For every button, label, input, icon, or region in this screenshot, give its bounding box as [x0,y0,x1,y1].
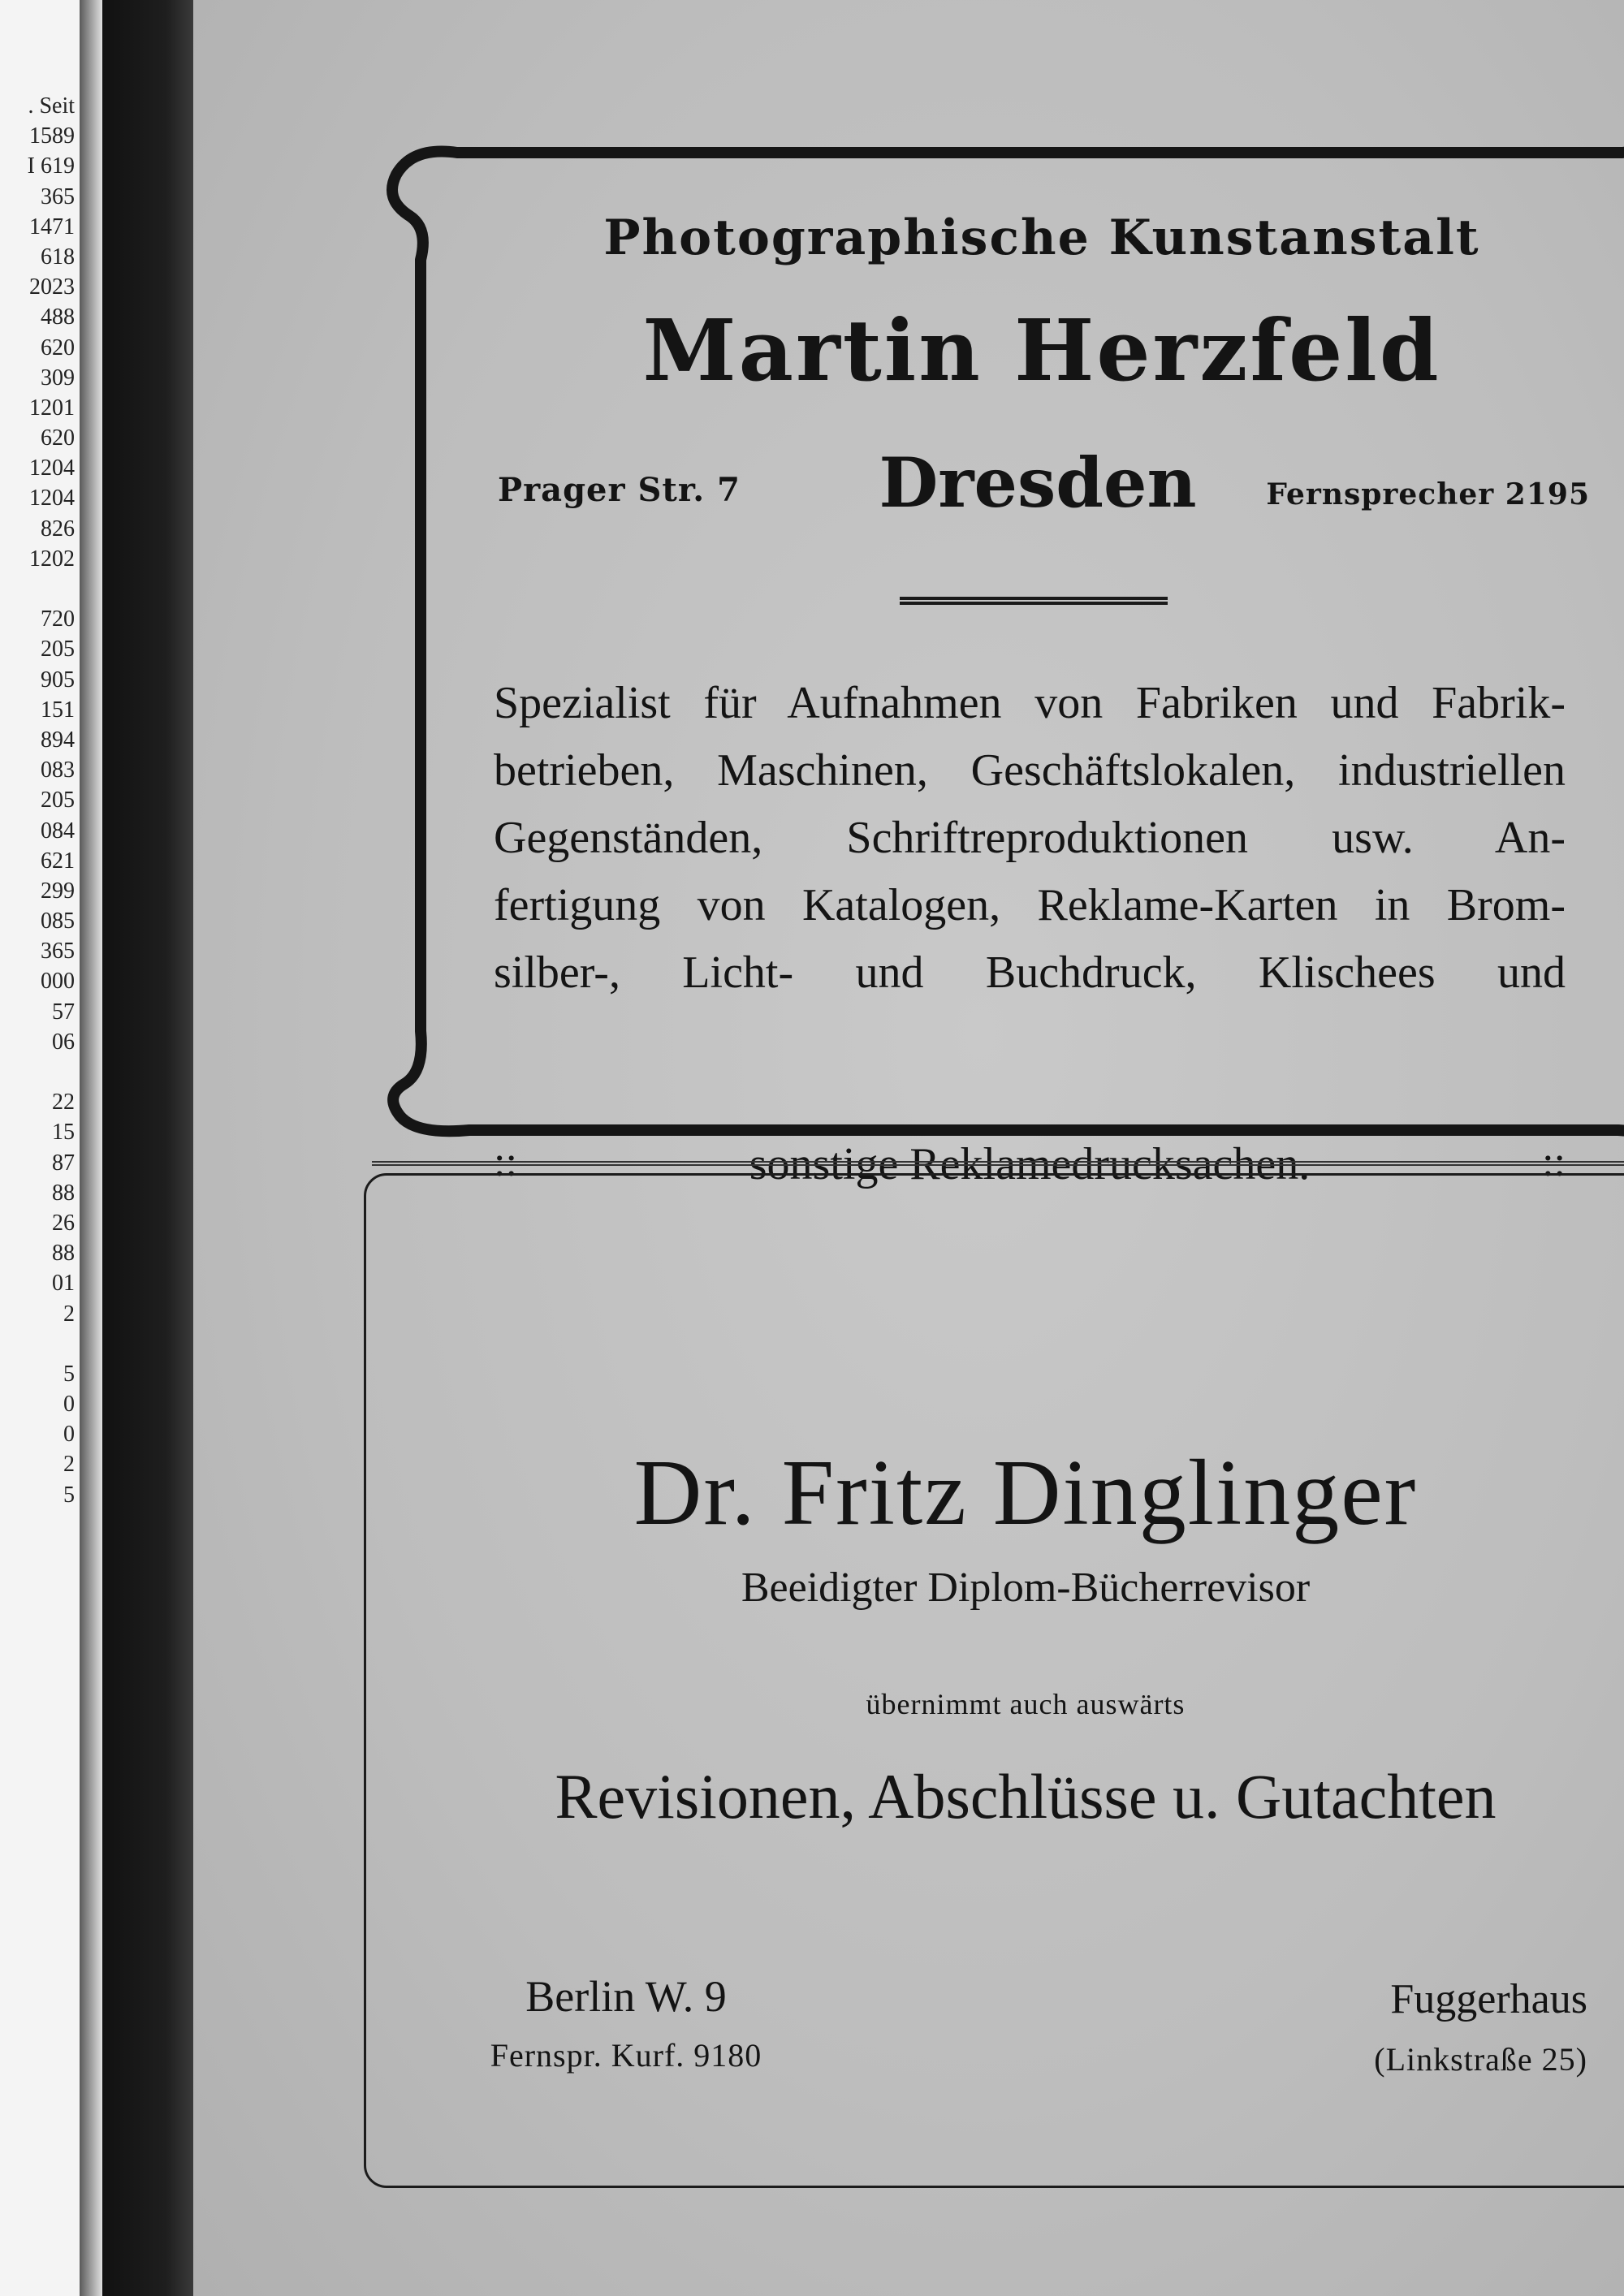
ad-description [494,670,1566,1007]
binding-shadow [102,0,193,2296]
page-number-entry: 1204 [29,455,75,481]
page-number-entry: 084 [41,818,75,844]
page-number-entry: 205 [41,637,75,662]
page-number-entry: 06 [52,1029,75,1055]
description-line: sonstige Reklamedrucksachen. [749,1139,1311,1189]
phone-number: Fernsprecher 2195 [1266,477,1590,511]
double-rule-divider [900,597,1168,605]
page-number-entry: 1201 [29,395,75,421]
page-number-entry [28,574,75,604]
page-number-entry: 000 [41,969,75,995]
page-number-entry: 618 [41,244,75,270]
services-offered: Revisionen, Abschlüsse u. Gutachten [555,1761,1497,1832]
page-number-entry: I 619 [27,153,75,179]
page-number-entry: 5 [63,1361,75,1387]
page-number-entry: 1202 [29,546,75,572]
page-number-entry: 0 [63,1422,75,1448]
phone-number: Fernspr. Kurf. 9180 [490,2037,762,2074]
page-number-entry: 01 [52,1271,75,1297]
page-number-entry: 1589 [29,123,75,149]
page-number-entry [28,1057,75,1087]
building-name: Fuggerhaus [1390,1976,1587,2022]
page-number-entry: 299 [41,878,75,904]
page-number-entry: 620 [41,334,75,360]
page-number-entry: 26 [52,1210,75,1236]
page-number-entry: 365 [41,939,75,965]
page-number-entry: 5 [63,1482,75,1508]
page-number-entry: 57 [52,999,75,1025]
city-name: Dresden [879,442,1197,523]
adjacent-page-strip [0,0,80,2296]
city-district: Berlin W. 9 [525,1972,727,2021]
page-number-entry: 1471 [29,214,75,240]
business-name: Martin Herzfeld [642,300,1441,400]
page-number-entry: 0 [63,1392,75,1418]
page-number-entry: 720 [41,606,75,632]
ad-dinglinger [364,1173,1624,2188]
page-number-entry: 894 [41,727,75,753]
page-number-entry: 15 [52,1120,75,1146]
description-line: fertigung von Katalogen, Reklame-Karten in Brom- [494,880,1566,930]
page-number-entry: 083 [41,757,75,783]
page-number-entry: 620 [41,425,75,451]
person-name: Dr. Fritz Dinglinger [633,1441,1418,1545]
ornament-left: :: [494,1139,517,1185]
page-number-entry: 22 [52,1090,75,1116]
professional-title: Beeidigter Diplom-Bücherrevisor [741,1564,1311,1611]
description-line: Gegenständen, Schriftreproduktionen usw. An- [494,813,1566,863]
page-gutter [80,0,102,2296]
page-number-entry: 2 [63,1301,75,1327]
ornament-right: :: [1542,1139,1566,1185]
page-number-entry: 151 [41,697,75,723]
page-number-entry: 621 [41,848,75,874]
page-number-entry: 87 [52,1150,75,1176]
advertisement-page [193,0,1624,2296]
page-number-entry: 905 [41,667,75,693]
page-number-entry: 2 [63,1452,75,1478]
page-number-entry: 365 [41,183,75,209]
page-number-entry: 309 [41,365,75,391]
ad-separator-rule [372,1161,1624,1166]
page-number-entry: 826 [41,516,75,542]
business-type: Photographische Kunstanstalt [603,209,1480,266]
description-line: silber-, Licht- und Buchdruck, Klischees und [494,947,1566,998]
page-number-entry: 1204 [29,486,75,511]
ad-herzfeld [380,138,1624,1189]
page-number-entry [28,1329,75,1359]
street-address: Prager Str. 7 [498,471,741,509]
page-number-entry: 205 [41,788,75,814]
page-number-entry: 88 [52,1180,75,1206]
page-number-header: . Seit [28,93,75,119]
page-number-entry: 488 [41,304,75,330]
description-line: Spezialist für Aufnahmen von Fabriken und Fabrik- [494,678,1566,728]
page-number-column [28,91,75,1510]
page-number-entry: 88 [52,1241,75,1267]
service-note: übernimmt auch auswärts [866,1688,1186,1720]
street-address: (Linkstraße 25) [1374,2041,1587,2078]
page-number-entry: 2023 [29,274,75,300]
description-line: betrieben, Maschinen, Geschäftslokalen, industriellen [494,745,1566,796]
page-number-entry: 085 [41,908,75,934]
